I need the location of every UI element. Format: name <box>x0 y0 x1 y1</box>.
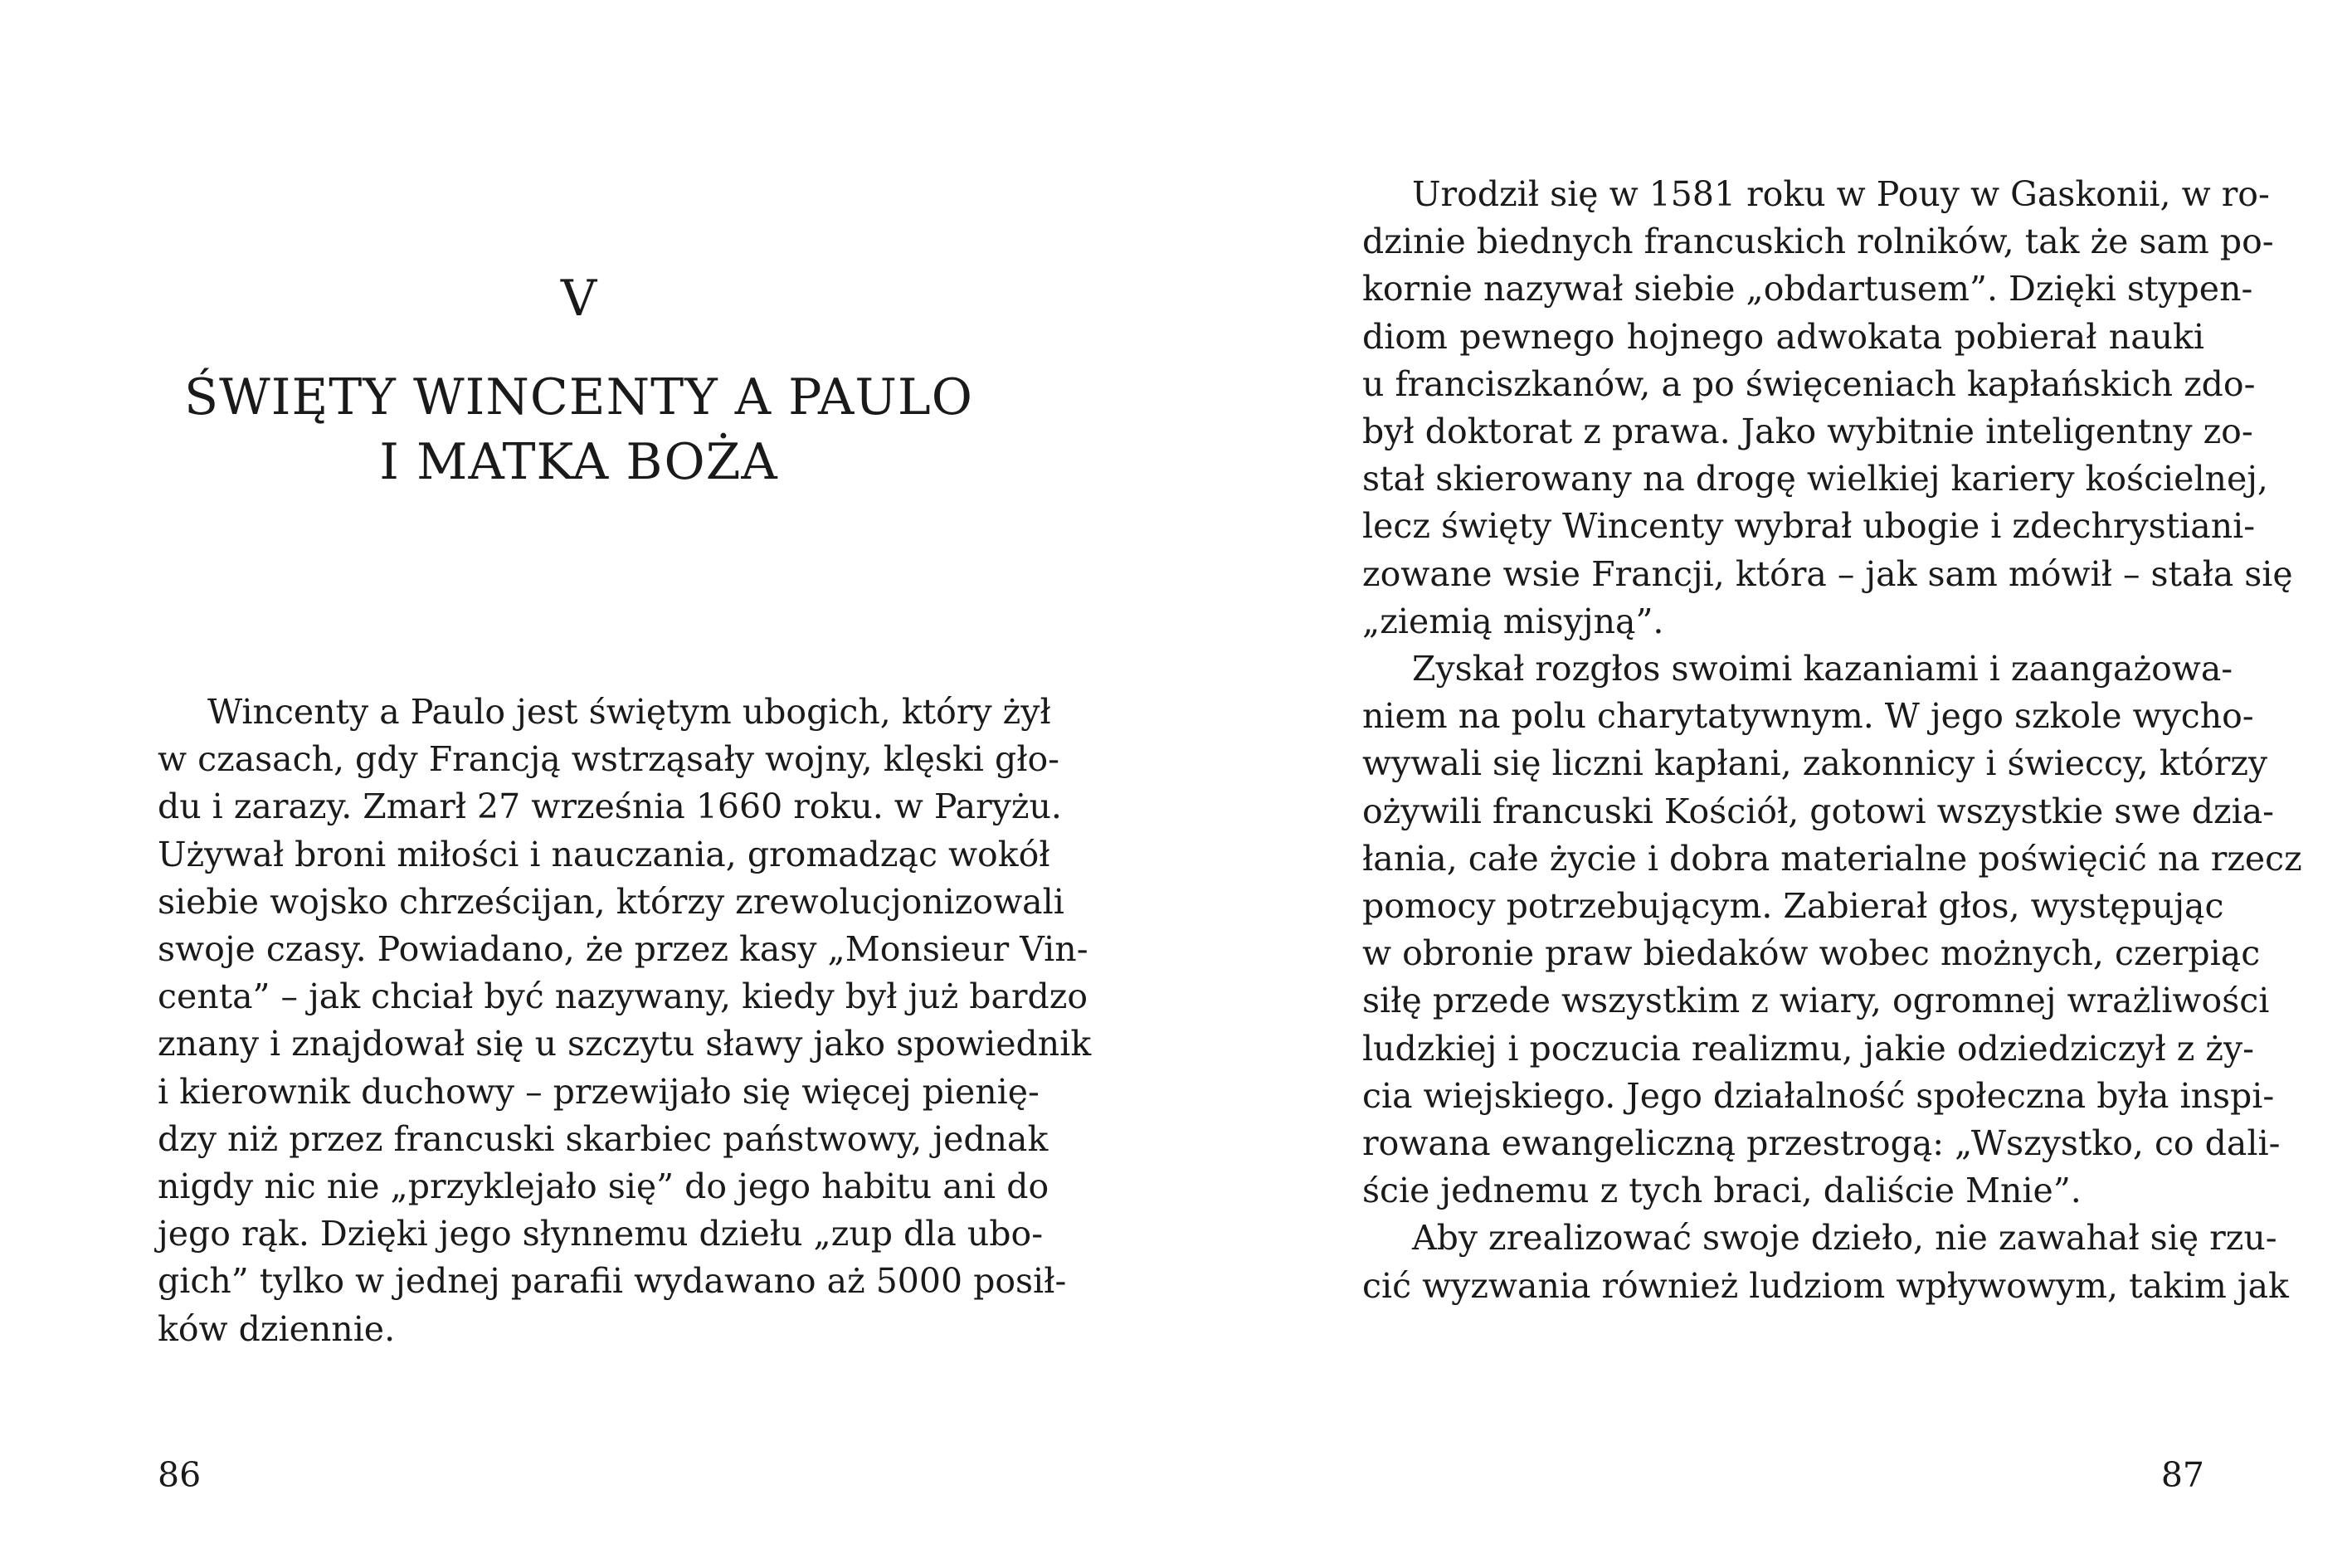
text-line: u franciszkanów, a po święceniach kapłańskich zdo- <box>1362 363 2256 404</box>
text-line: siłę przede wszystkim z wiary, ogromnej wrażliwości <box>1362 981 2270 1021</box>
text-line: „ziemią misyjną”. <box>1362 601 1664 641</box>
text-line: w obronie praw biedaków wobec możnych, czerpiąc <box>1362 933 2261 974</box>
text-line: w czasach, gdy Francją wstrząsały wojny, klęski gło- <box>158 739 1060 780</box>
text-line: Urodził się w 1581 roku w Pouy w Gaskonii, w ro- <box>1412 174 2270 214</box>
text-line: łania, całe życie i dobra materialne poświęcić na rzecz <box>1362 838 2302 879</box>
text-line: ków dziennie. <box>158 1308 396 1349</box>
text-line: Zyskał rozgłos swoimi kazaniami i zaangażowa- <box>1412 649 2233 689</box>
text-line: du i zarazy. Zmarł 27 września 1660 roku. w Paryżu. <box>158 786 1062 827</box>
text-line: kornie nazywał siebie „obdartusem”. Dzięki stypen- <box>1362 269 2253 309</box>
text-line: znany i znajdował się u szczytu sławy jako spowiednik <box>158 1024 1092 1064</box>
text-line: i kierownik duchowy – przewijało się więcej pienię- <box>158 1071 1040 1112</box>
body-paragraph <box>158 689 1092 1353</box>
text-line: ludzkiej i poczucia realizmu, jakie odziedziczył z ży- <box>1362 1028 2254 1069</box>
text-line: swoje czasy. Powiadano, że przez kasy „Monsieur Vin- <box>158 929 1088 970</box>
text-line: Używał broni miłości i nauczania, gromadząc wokół <box>158 834 1050 874</box>
text-line: był doktorat z prawa. Jako wybitnie inteligentny zo- <box>1362 411 2253 452</box>
page-number: 87 <box>2160 1455 2204 1495</box>
text-line: jego rąk. Dzięki jego słynnemu dziełu „zup dla ubo- <box>158 1214 1044 1254</box>
text-line: Wincenty a Paulo jest świętym ubogich, który żył <box>207 692 1051 732</box>
text-line: diom pewnego hojnego adwokata pobierał nauki <box>1362 316 2204 357</box>
page-number: 86 <box>158 1455 202 1495</box>
right-page <box>1176 0 2352 1568</box>
text-line: cia wiejskiego. Jego działalność społeczna była inspi- <box>1362 1075 2275 1116</box>
text-line: gich” tylko w jednej parafii wydawano aż 5000 posił- <box>158 1261 1067 1302</box>
body-text <box>1362 171 2302 1310</box>
text-line: lecz święty Wincenty wybrał ubogie i zdechrystiani- <box>1362 506 2256 547</box>
text-line: niem na polu charytatywnym. W jego szkole wycho- <box>1362 696 2254 737</box>
chapter-title-line: ŚWIĘTY WINCENTY A PAULO <box>184 368 973 426</box>
text-line: zowane wsie Francji, która – jak sam mówił – stała się <box>1362 553 2293 594</box>
chapter-number: V <box>560 270 597 328</box>
text-line: dzinie biednych francuskich rolników, tak że sam po- <box>1362 222 2274 262</box>
text-line: dzy niż przez francuski skarbiec państwowy, jednak <box>158 1118 1049 1159</box>
text-line: Aby zrealizować swoje dzieło, nie zawahał się rzu- <box>1412 1218 2277 1259</box>
text-line: stał skierowany na drogę wielkiej kariery kościelnej, <box>1362 459 2268 499</box>
text-line: siebie wojsko chrześcijan, którzy zrewolucjonizowali <box>158 881 1064 922</box>
text-line: wywali się liczni kapłani, zakonnicy i świeccy, którzy <box>1362 743 2268 784</box>
text-line: nigdy nic nie „przyklejało się” do jego habitu ani do <box>158 1166 1049 1207</box>
chapter-title-line: I MATKA BOŻA <box>379 433 778 491</box>
text-line: ożywili francuski Kościół, gotowi wszystkie swe dzia- <box>1362 791 2274 831</box>
chapter-title <box>158 365 1000 494</box>
text-line: rowana ewangeliczną przestrogą: „Wszystko, co dali- <box>1362 1123 2281 1164</box>
text-line: pomocy potrzebującym. Zabierał głos, występując <box>1362 886 2224 927</box>
text-line: cić wyzwania również ludziom wpływowym, takim jak <box>1362 1265 2289 1306</box>
text-line: ście jednemu z tych braci, daliście Mnie”. <box>1362 1171 2082 1211</box>
text-line: centa” – jak chciał być nazywany, kiedy był już bardzo <box>158 976 1088 1017</box>
